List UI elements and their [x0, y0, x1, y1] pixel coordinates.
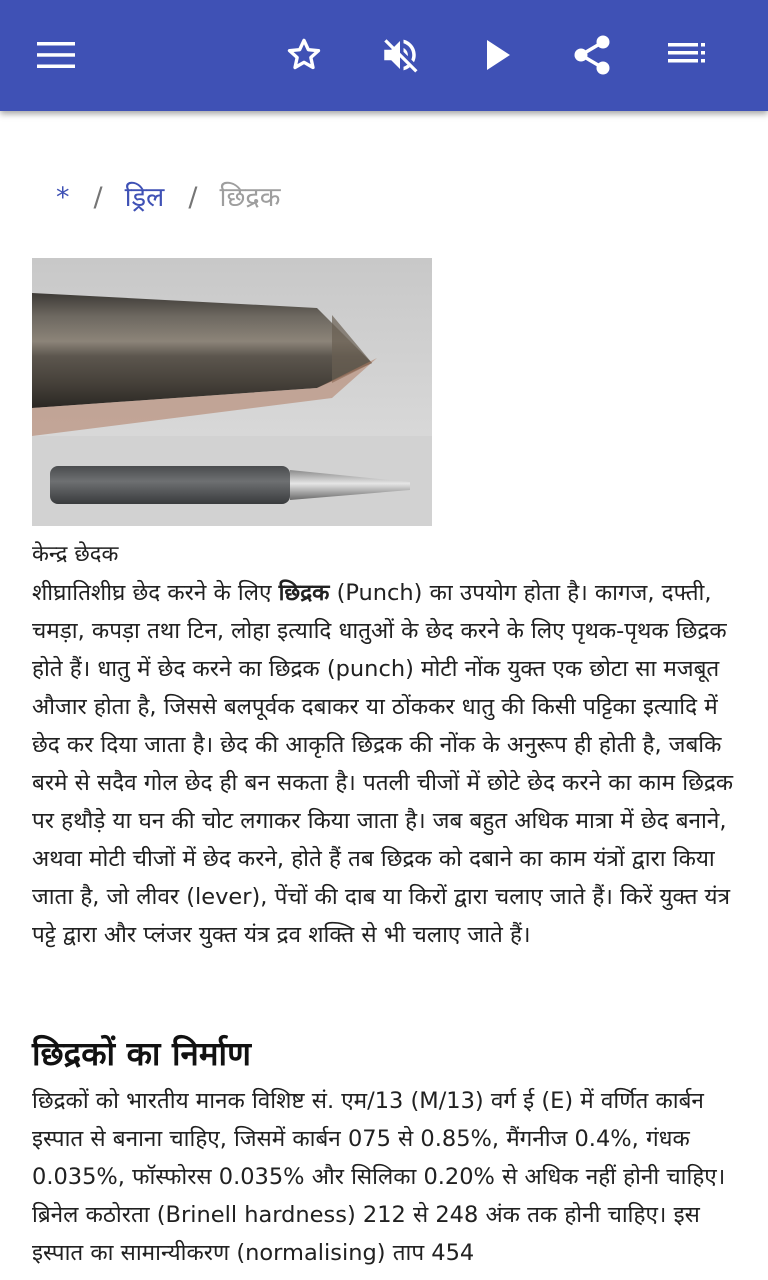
article-paragraph: छिद्रकों को भारतीय मानक विशिष्ट सं. एम/13 (M/13) वर्ग ई (E) में वर्णित कार्बन इस्पात से बनाना चाहिए, जिसमें कार्बन 075 से 0.85%, मैंगनीज 0.4%, गंधक 0.035%, फॉस्फोरस 0.035% और सिलिका 0.20% से अधिक नहीं होनी चाहिए। ब्रिनेल कठोरता (Brinell hardness) 212 से 248 अंक तक होनी चाहिए। इस इस्पात का सामान्यीकरण (normalising) ताप 454	[32, 1088, 726, 1266]
breadcrumb-root-link[interactable]: *	[56, 182, 70, 213]
menu-icon	[37, 41, 75, 69]
bold-term: छिद्रक	[278, 580, 330, 606]
share-icon	[572, 34, 612, 76]
breadcrumb-current: छिद्रक	[219, 182, 281, 213]
favorite-button[interactable]	[276, 27, 332, 83]
breadcrumb	[32, 178, 280, 218]
app-toolbar	[0, 0, 768, 111]
star-icon	[283, 35, 325, 75]
menu-button[interactable]	[28, 27, 84, 83]
center-punch-photo	[32, 258, 432, 526]
paragraph-text: (Punch) का उपयोग होता है। कागज, दफ्ती, चमड़ा, कपड़ा तथा टिन, लोहा इत्यादि धातुओं के छेद करने के लिए पृथक-पृथक छिद्रक होते हैं। धातु में छेद करने का छिद्रक (punch) मोटी नोंक युक्त एक छोटा सा मजबूत औजार होता है, जिससे बलपूर्वक दबाकर या ठोंककर धातु की किसी पट्टिका इत्यादि में छेद कर दिया जाता है। छेद की आकृति छिद्रक की नोंक के अनुरूप ही होती है, जबकि बरमे से सदैव गोल छेद ही बन सकता है। पतली चीजों में छोटे छेद करने का काम छिद्रक पर हथौड़े या घन की चोट लगाकर किया जाता है। जब बहुत अधिक मात्रा में छेद बनाने, अथवा मोटी चीजों में छेद करने, होते हैं तब छिद्रक को दबाने का काम यंत्रों द्वारा किया जाता है, जो लीवर (lever), पेंचों की दाब या किरों द्वारा चलाए जाते हैं। किरें युक्त यंत्र पट्टे द्वारा और प्लंजर युक्त यंत्र द्रव शक्ति से भी चलाए जाते हैं।	[32, 580, 734, 948]
article-paragraph	[32, 574, 742, 954]
play-button[interactable]	[470, 27, 526, 83]
play-icon	[484, 39, 512, 71]
paragraph-text: शीघ्रातिशीघ्र छेद करने के लिए	[32, 580, 279, 606]
playlist-icon	[668, 42, 708, 68]
breadcrumb-parent-link[interactable]: ड्रिल	[124, 182, 165, 213]
playlist-button[interactable]	[660, 27, 716, 83]
breadcrumb-separator: /	[93, 182, 103, 213]
center-punch-image[interactable]	[32, 258, 432, 526]
image-caption: केन्द्र छेदक	[32, 542, 119, 567]
breadcrumb-separator: /	[188, 182, 198, 213]
mute-button[interactable]	[372, 27, 428, 83]
share-button[interactable]	[564, 27, 620, 83]
section-heading: छिद्रकों का निर्माण	[32, 1034, 251, 1073]
volume-off-icon	[379, 34, 421, 76]
